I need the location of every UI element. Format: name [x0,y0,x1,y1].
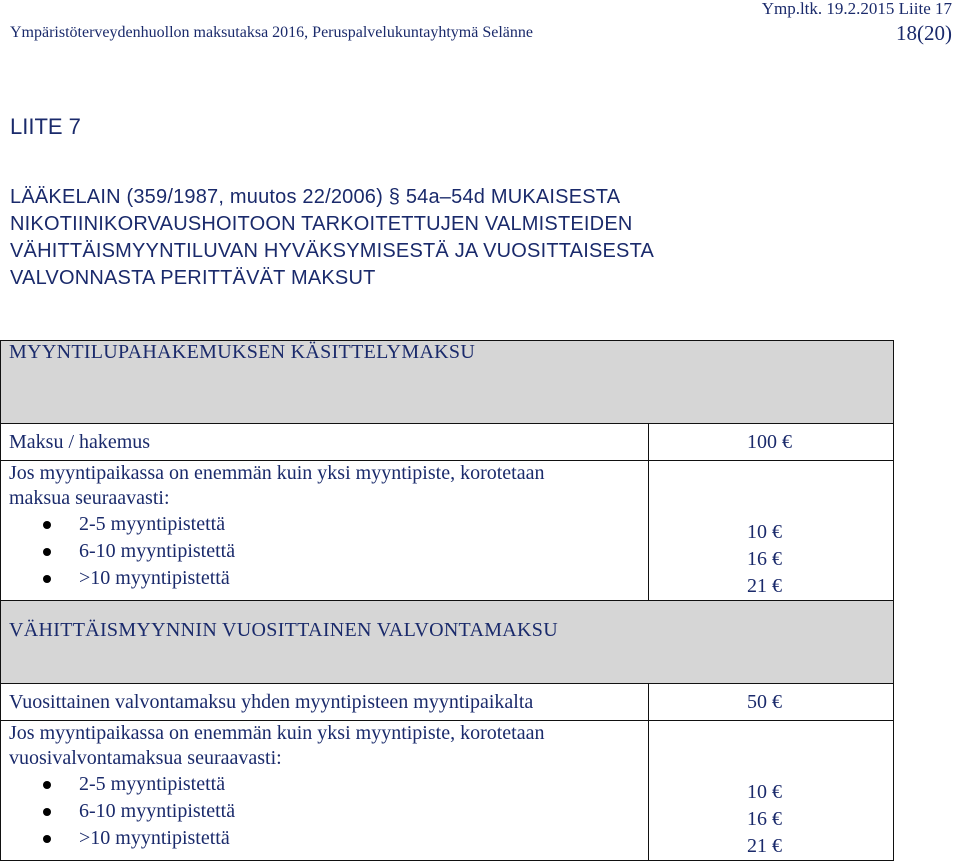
title-line: VÄHITTÄISMYYNTILUVAN HYVÄKSYMISESTÄ JA VUOSITTAISESTA [10,240,655,262]
tier-intro-line: Jos myyntipaikassa on enemmän kuin yksi myyntipiste, korotetaan [9,722,545,744]
tier-price: 16 € [747,808,782,830]
tier-label: >10 myyntipistettä [79,827,230,849]
bullet-icon [43,575,51,583]
tier-label: 2-5 myyntipistettä [79,513,226,535]
tier-price: 10 € [747,781,782,803]
fee-price: 50 € [649,684,894,721]
fee-table [0,340,894,861]
document-stamp: Ymp.ltk. 19.2.2015 Liite 17 [761,0,952,18]
tier-list [9,771,640,852]
fee-label: Maksu / hakemus [1,424,649,461]
section-header [1,341,894,424]
list-item [9,511,640,538]
section-title: VÄHITTÄISMYYNNIN VUOSITTAINEN VALVONTAMAKSU [9,619,558,641]
bullet-icon [43,521,51,529]
tier-description-cell [1,721,649,861]
table-row [1,461,894,601]
fee-label: Vuosittainen valvontamaksu yhden myyntipisteen myyntipaikalta [1,684,649,721]
page-number: 18(20) [896,21,952,45]
list-item [9,798,640,825]
bullet-icon [43,835,51,843]
title-line: VALVONNASTA PERITTÄVÄT MAKSUT [10,267,376,289]
title-line: NIKOTIINIKORVAUSHOITOON TARKOITETTUJEN VALMISTEIDEN [10,213,633,235]
tier-price: 10 € [747,521,782,543]
tier-intro-line: Jos myyntipaikassa on enemmän kuin yksi myyntipiste, korotetaan [9,462,545,484]
document-title [10,184,654,292]
tier-price-cell [649,721,894,861]
bullet-icon [43,548,51,556]
list-item [9,565,640,592]
appendix-label: LIITE 7 [10,114,81,139]
fee-price: 100 € [649,424,894,461]
tier-label: 2-5 myyntipistettä [79,773,226,795]
list-item [9,825,640,852]
tier-price-cell [649,461,894,601]
bullet-icon [43,781,51,789]
tier-description-cell [1,461,649,601]
bullet-icon [43,808,51,816]
tier-label: 6-10 myyntipistettä [79,800,236,822]
tier-list [9,511,640,592]
title-line: LÄÄKELAIN (359/1987, muutos 22/2006) § 54a–54d MUKAISESTA [10,186,621,208]
tier-price: 21 € [747,575,782,597]
document-header-title: Ympäristöterveydenhuollon maksutaksa 2016, Peruspalvelukuntayhtymä Selänne [10,24,533,41]
tier-price: 16 € [747,548,782,570]
table-row [1,721,894,861]
section-header [1,601,894,684]
list-item [9,771,640,798]
tier-price: 21 € [747,835,782,857]
table-row [1,424,894,461]
list-item [9,538,640,565]
tier-label: >10 myyntipistettä [79,567,230,589]
tier-intro-line: maksua seuraavasti: [9,487,170,509]
table-row [1,684,894,721]
section-title: MYYNTILUPAHAKEMUKSEN KÄSITTELYMAKSU [9,341,476,363]
tier-intro-line: vuosivalvontamaksua seuraavasti: [9,747,282,769]
tier-label: 6-10 myyntipistettä [79,540,236,562]
